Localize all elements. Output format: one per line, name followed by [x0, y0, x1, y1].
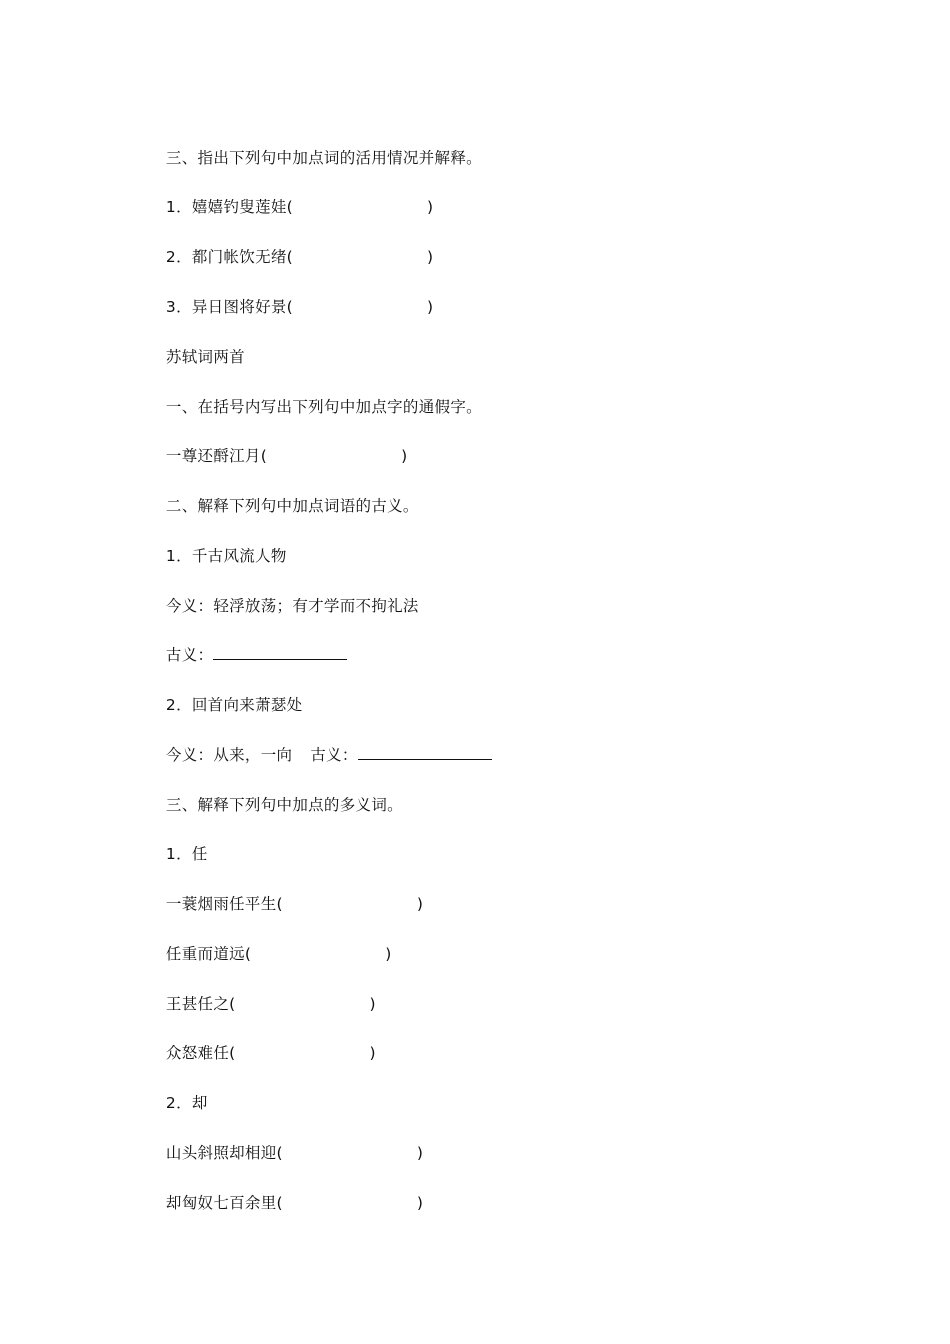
line-text: 三、解释下列句中加点的多义词。	[165, 796, 403, 814]
answer-blank[interactable]	[358, 745, 492, 760]
line-text: 任重而道远(	[165, 945, 252, 963]
line-text: 2．回首向来萧瑟处	[165, 696, 303, 714]
close-paren: )	[369, 1044, 376, 1062]
line-text: 山头斜照却相迎(	[165, 1144, 283, 1162]
line-text: 2．都门帐饮无绪(	[165, 248, 294, 266]
line-text: 1．千古风流人物	[165, 547, 287, 565]
close-paren: )	[416, 1194, 424, 1212]
line-text: 一、在括号内写出下列句中加点字的通假字。	[165, 398, 482, 416]
close-paren: )	[427, 298, 434, 316]
close-paren: )	[416, 1144, 424, 1162]
line-text: 今义：从来，一向	[165, 746, 293, 764]
close-paren: )	[427, 248, 434, 266]
close-paren: )	[401, 447, 408, 465]
close-paren: )	[369, 995, 376, 1013]
close-paren: )	[416, 895, 424, 913]
line-text-2: 古义：	[310, 746, 358, 764]
line-text: 苏轼词两首	[165, 348, 245, 366]
line-text: 一蓑烟雨任平生(	[165, 895, 283, 913]
question-line	[145, 1173, 423, 1233]
line-text: 1．任	[165, 845, 208, 863]
line-text: 王甚任之(	[165, 995, 236, 1013]
line-text: 三、指出下列句中加点词的活用情况并解释。	[165, 149, 482, 167]
line-text: 二、解释下列句中加点词语的古义。	[165, 497, 419, 515]
line-text: 众怒难任(	[165, 1044, 236, 1062]
line-text: 2．却	[165, 1094, 208, 1112]
close-paren: )	[385, 945, 392, 963]
line-text: 1．嬉嬉钓叟莲娃(	[165, 198, 294, 216]
line-text: 却匈奴七百余里(	[165, 1194, 283, 1212]
close-paren: )	[427, 198, 434, 216]
line-text: 一尊还酹江月(	[165, 447, 268, 465]
answer-blank[interactable]	[213, 645, 347, 660]
line-text: 今义：轻浮放荡；有才学而不拘礼法	[165, 597, 419, 615]
line-text: 3．异日图将好景(	[165, 298, 294, 316]
line-text: 古义：	[165, 646, 214, 664]
